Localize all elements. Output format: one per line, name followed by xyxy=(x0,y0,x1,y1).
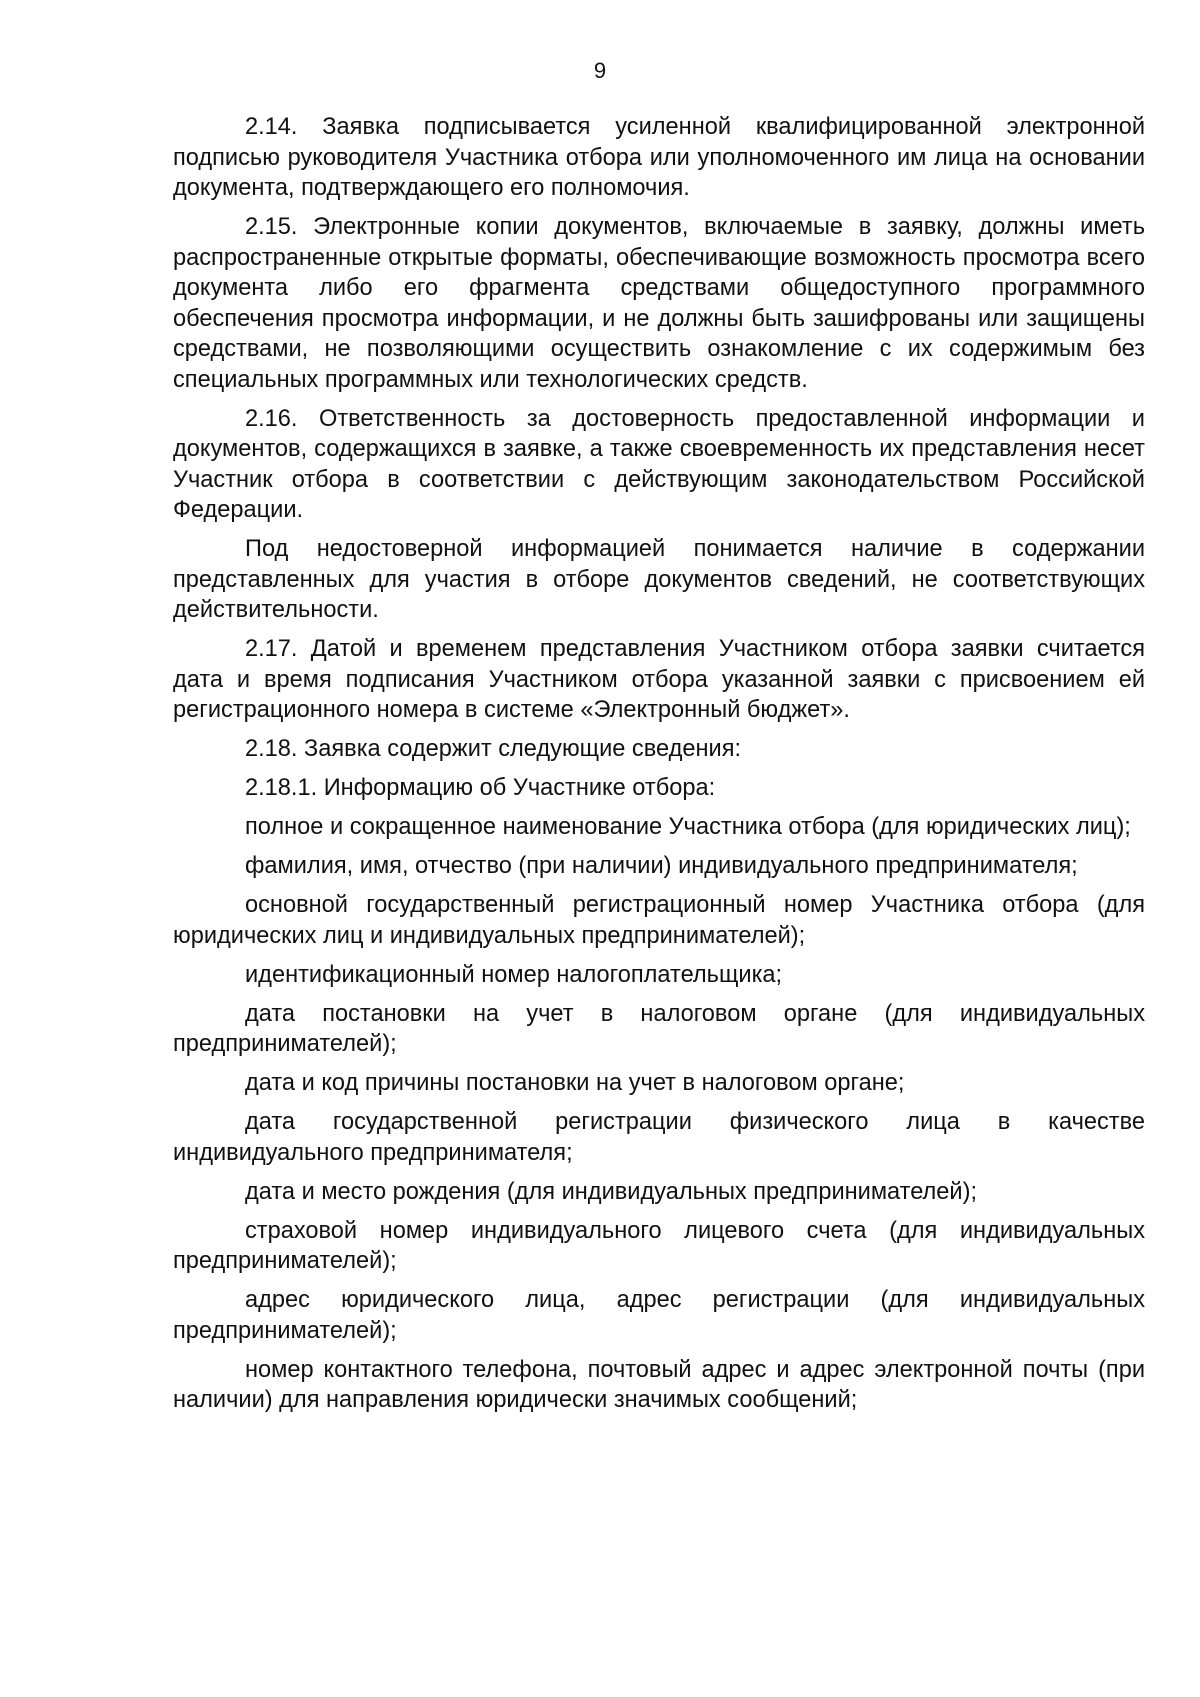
paragraph-unreliable-info: Под недостоверной информацией понимается наличие в содержании представленных для участия в отборе документов сведений, не соответствующих действительности. xyxy=(173,536,1145,623)
paragraph-2-17: 2.17. Датой и временем представления Участником отбора заявки считается дата и время подписания Участником отбора указанной заявки с присвоением ей регистрационного номера в системе «Электронный бюджет». xyxy=(173,636,1145,723)
document-body xyxy=(173,112,1145,1424)
list-item-ogrn: основной государственный регистрационный номер Участника отбора (для юридических лиц и индивидуальных предпринимателей); xyxy=(173,892,1145,949)
page-number: 9 xyxy=(593,58,607,83)
list-item-snils: страховой номер индивидуального лицевого счета (для индивидуальных предпринимателей); xyxy=(173,1217,1145,1274)
list-item-kpp: дата и код причины постановки на учет в налоговом органе; xyxy=(245,1070,905,1096)
list-item-contacts: номер контактного телефона, почтовый адрес и адрес электронной почты (при наличии) для направления юридически значимых сообщений; xyxy=(173,1356,1145,1413)
paragraph-2-16: 2.16. Ответственность за достоверность предоставленной информации и документов, содержащихся в заявке, а также своевременность их представления несет Участник отбора в соответствии с действующим законодательством Российской Федерации. xyxy=(173,405,1145,523)
paragraph-2-15: 2.15. Электронные копии документов, включаемые в заявку, должны иметь распространенные открытые форматы, обеспечивающие возможность просмотра всего документа либо его фрагмента средствами общедоступного программного обеспечения просмотра информации, и не должны быть зашифрованы или защищены средствами, не позволяющими осуществить ознакомление с их содержимым без специальных программных или технологических средств. xyxy=(173,214,1145,393)
list-item-address: адрес юридического лица, адрес регистрации (для индивидуальных предпринимателей); xyxy=(173,1287,1145,1344)
list-item-tax-registration-date: дата постановки на учет в налоговом органе (для индивидуальных предпринимателей); xyxy=(173,1000,1145,1057)
list-item-birth-date-place: дата и место рождения (для индивидуальных предпринимателей); xyxy=(245,1178,978,1205)
list-item-state-registration-date: дата государственной регистрации физического лица в качестве индивидуального предпринимателя; xyxy=(173,1109,1145,1166)
paragraph-2-14: 2.14. Заявка подписывается усиленной квалифицированной электронной подписью руководителя Участника отбора или уполномоченного им лица на основании документа, подтверждающего его полномочия. xyxy=(173,114,1145,201)
list-item-full-name: полное и сокращенное наименование Участника отбора (для юридических лиц); xyxy=(245,814,1131,840)
paragraph-2-18-1: 2.18.1. Информацию об Участнике отбора: xyxy=(245,775,716,801)
list-item-fio: фамилия, имя, отчество (при наличии) индивидуального предпринимателя; xyxy=(245,853,1078,879)
paragraph-2-18: 2.18. Заявка содержит следующие сведения: xyxy=(245,736,742,762)
list-item-inn: идентификационный номер налогоплательщика; xyxy=(245,961,783,988)
